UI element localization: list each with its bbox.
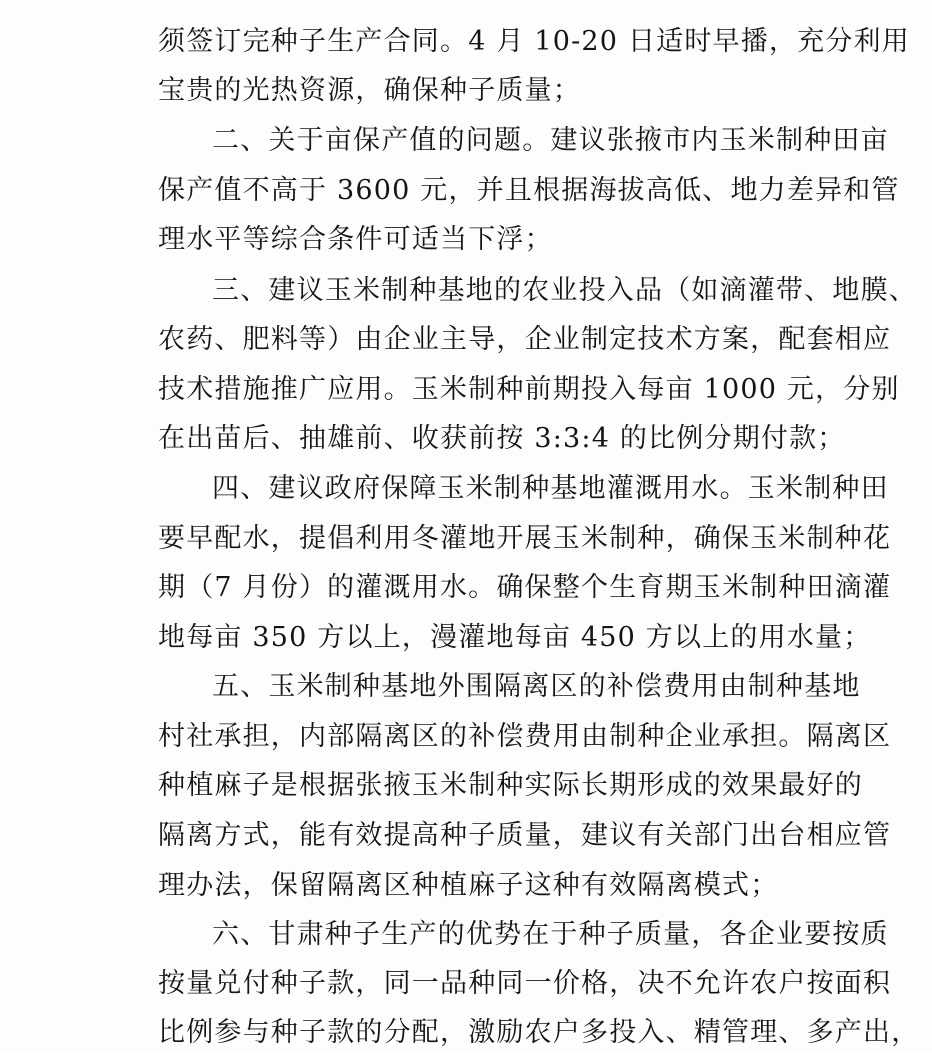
paragraph-first-line: 四、建议政府保障玉米制种基地灌溉用水。玉米制种田 (212, 473, 889, 504)
text-line: 要早配水，提倡利用冬灌地开展玉米制种，确保玉米制种花 (158, 523, 892, 554)
text-line: 隔离方式，能有效提高种子质量，建议有关部门出台相应管 (158, 820, 892, 851)
paragraph-first-line: 三、建议玉米制种基地的农业投入品（如滴灌带、地膜、 (212, 275, 917, 306)
text-line: 村社承担，内部隔离区的补偿费用由制种企业承担。隔离区 (158, 721, 892, 752)
paragraph-first-line: 五、玉米制种基地外围隔离区的补偿费用由制种基地 (212, 671, 861, 702)
text-line: 期（7 月份）的灌溉用水。确保整个生育期玉米制种田滴灌 (158, 572, 892, 603)
text-line: 地每亩 350 方以上，漫灌地每亩 450 方以上的用水量； (158, 622, 872, 653)
text-line: 保产值不高于 3600 元，并且根据海拔高低、地力差异和管 (158, 175, 900, 206)
text-line: 理水平等综合条件可适当下浮； (158, 224, 553, 255)
text-line: 在出苗后、抽雄前、收获前按 3:3:4 的比例分期付款； (158, 423, 846, 454)
text-line: 须签订完种子生产合同。4 月 10-20 日适时早播，充分利用 (158, 26, 910, 57)
text-line: 比例参与种子款的分配，激励农户多投入、精管理、多产出， (158, 1017, 920, 1048)
text-line: 理办法，保留隔离区种植麻子这种有效隔离模式； (158, 870, 779, 901)
text-line: 按量兑付种子款，同一品种同一价格，决不允许农户按面积 (158, 968, 892, 999)
text-line: 技术措施推广应用。玉米制种前期投入每亩 1000 元，分别 (158, 374, 900, 405)
paragraph-first-line: 二、关于亩保产值的问题。建议张掖市内玉米制种田亩 (212, 125, 889, 156)
text-line: 种植麻子是根据张掖玉米制种实际长期形成的效果最好的 (158, 770, 863, 801)
paragraph-first-line: 六、甘肃种子生产的优势在于种子质量，各企业要按质 (212, 919, 889, 950)
text-line: 宝贵的光热资源，确保种子质量； (158, 75, 581, 106)
text-line: 农药、肥料等）由企业主导，企业制定技术方案，配套相应 (158, 324, 892, 355)
